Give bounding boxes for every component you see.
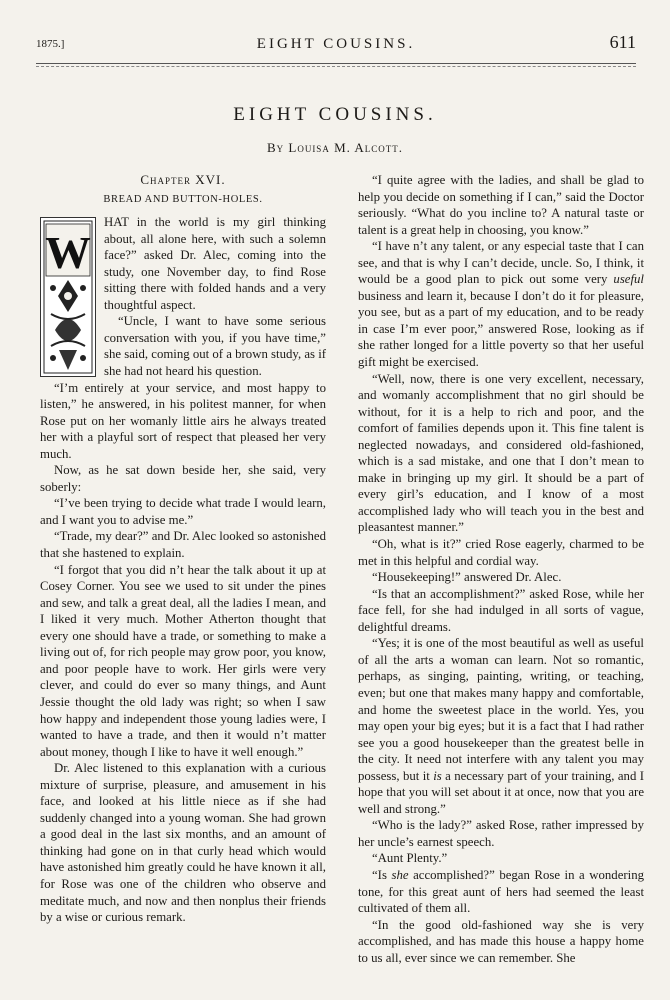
paragraph: “Oh, what is it?” cried Rose eagerly, charmed to be met in this helpful and cordial way. (358, 537, 644, 568)
paragraph: “Who is the lady?” asked Rose, rather impressed by her uncle’s earnest speech. (358, 818, 644, 849)
paragraph: “Aunt Plenty.” (372, 851, 448, 866)
paragraph: Dr. Alec listened to this explanation with a curious mixture of surprise, pleasure, and amusement in his face, and looked at his little niece as if she had suddenly changed into a young woman. She had grown a good deal in the last six months, and an amount of thinking had gone on in that curly head which would have astonished him greatly could he have known it all, for Rose was one of the children who observe and meditate much, and now and then nonplus their friends by a wise or curious remark. (40, 761, 326, 925)
paragraph-text: accomplished?” began Rose in a wondering tone, for this great aunt of hers had seemed the least cultivated of them all. (358, 867, 645, 916)
chapter-number: Chapter XVI. (140, 172, 226, 187)
ornamental-dropcap (40, 217, 96, 377)
paragraph-text: a necessary part of your training, and I hope that you will set about it at once, now that you are well and strong.” (358, 768, 644, 816)
emphasis-text: she (391, 867, 409, 882)
page-number: 611 (609, 32, 636, 52)
article-title: EIGHT COUSINS. (233, 104, 437, 125)
paragraph (358, 238, 644, 370)
paragraph: HAT in the world is my girl thinking about, all alone here, with such a solemn face?” asked Dr. Alec, coming into the study, one November day, to find Rose sitting there with folded hands and a very thoughtful aspect. (104, 215, 326, 312)
paragraph (358, 867, 644, 917)
running-head (36, 32, 636, 54)
paragraph: Now, as he sat down beside her, she said, very soberly: (40, 463, 326, 494)
paragraph (358, 635, 644, 817)
dropcap-letter: W (45, 227, 91, 279)
paragraph: “I’ve been trying to decide what trade I would learn, and I want you to advise me.” (40, 496, 326, 527)
chapter-subtitle: BREAD AND BUTTON-HOLES. (103, 193, 263, 205)
left-column (40, 172, 326, 926)
paragraph: “Uncle, I want to have some serious conversation with you, if you have time,” she said, coming out of a brown study, as if she had not heard his question. (104, 314, 327, 379)
emphasis-text: useful (613, 272, 644, 287)
paragraph-text: “Yes; it is one of the most beautiful as well as useful of all the arts a woman can learn. Not so romantic, perhaps, as singing, painting, writing, or teaching, even; but one that makes many happy and comfortable, and home the sweetest place in the world. Yes, you may open your big eyes; but it is a fact that I had rather see you a good housekeeper than the greatest belle in the city. It need not interfere with any talent you may possess, but it (358, 636, 644, 783)
paragraph: “In the good old-fashioned way she is very accomplished, and has made this house a happy home to us all, ever since we can remember. She (358, 917, 644, 965)
header-rule-dashed (36, 66, 636, 67)
right-column (358, 172, 644, 966)
paragraph: “Is that an accomplishment?” asked Rose, while her face fell, for she had indulged in all sorts of vague, delightful dreams. (358, 586, 644, 634)
paragraph: “I forgot that you did n’t hear the talk about it up at Cosey Corner. You see we used to sit under the pines and sew, and talk a great deal, all the ladies I mean, and I liked it very much. Mother Atherton thought that every one should have a trade, or something to make a living out of, for rich people may grow poor, you know, and poor people have to work. Her girls were very clever, and could do ever so many things, and Aunt Jessie thought the old lady was right; so when I saw how happy and independent those young ladies were, I wanted to have a trade, and then it would n’t matter about money, though I like to have it well enough.” (40, 562, 326, 759)
paragraph: “Trade, my dear?” and Dr. Alec looked so astonished that she hastened to explain. (40, 529, 326, 561)
byline: By Louisa M. Alcott. (266, 140, 404, 155)
ornament-icon (41, 218, 95, 376)
paragraph-text: “I have n’t any talent, or any especial taste that I can see, and that is why I can’t decide, uncle. So, I think, it would be a good plan to pick out some very (358, 239, 644, 287)
header-running-title: EIGHT COUSINS. (256, 36, 416, 52)
emphasis-text: is (433, 768, 442, 783)
paragraph: “Housekeeping!” answered Dr. Alec. (372, 570, 562, 585)
paragraph-text: “Is (372, 867, 387, 882)
paragraph: “I quite agree with the ladies, and shall be glad to help you decide on something if I can,” said the Doctor seriously. “What do you incline to? A natural taste or talent is a great help in choosing, you know.” (358, 173, 644, 237)
paragraph-text: business and learn it, because I don’t do it for pleasure, you see, but as a part of my education, and to be ready in case I’m ever poor,” answered Rose, looking as if she rather longed for a little poverty so that her useful gift might be exercised. (358, 288, 644, 370)
header-rule (36, 63, 636, 64)
paragraph: “Well, now, there is one very excellent, necessary, and womanly accomplishment that no girl should be without, for it is a help to rich and poor, and the comfort of families depends upon it. This fine talent is neglected nowadays, and considered old-fashioned, which is a sad mistake, and one that I don’t mean to make in bringing up my girl. It should be a part of every girl’s education, and I know of a most accomplished lady who will teach you in the best and pleasantest manner.” (358, 371, 644, 535)
paragraph: “I’m entirely at your service, and most happy to listen,” he answered, in his politest manner, for when Rose put on her womanly little airs he always treated her with a playful sort of respect that pleased her very much. (40, 380, 326, 461)
header-year: 1875.] (36, 38, 65, 50)
